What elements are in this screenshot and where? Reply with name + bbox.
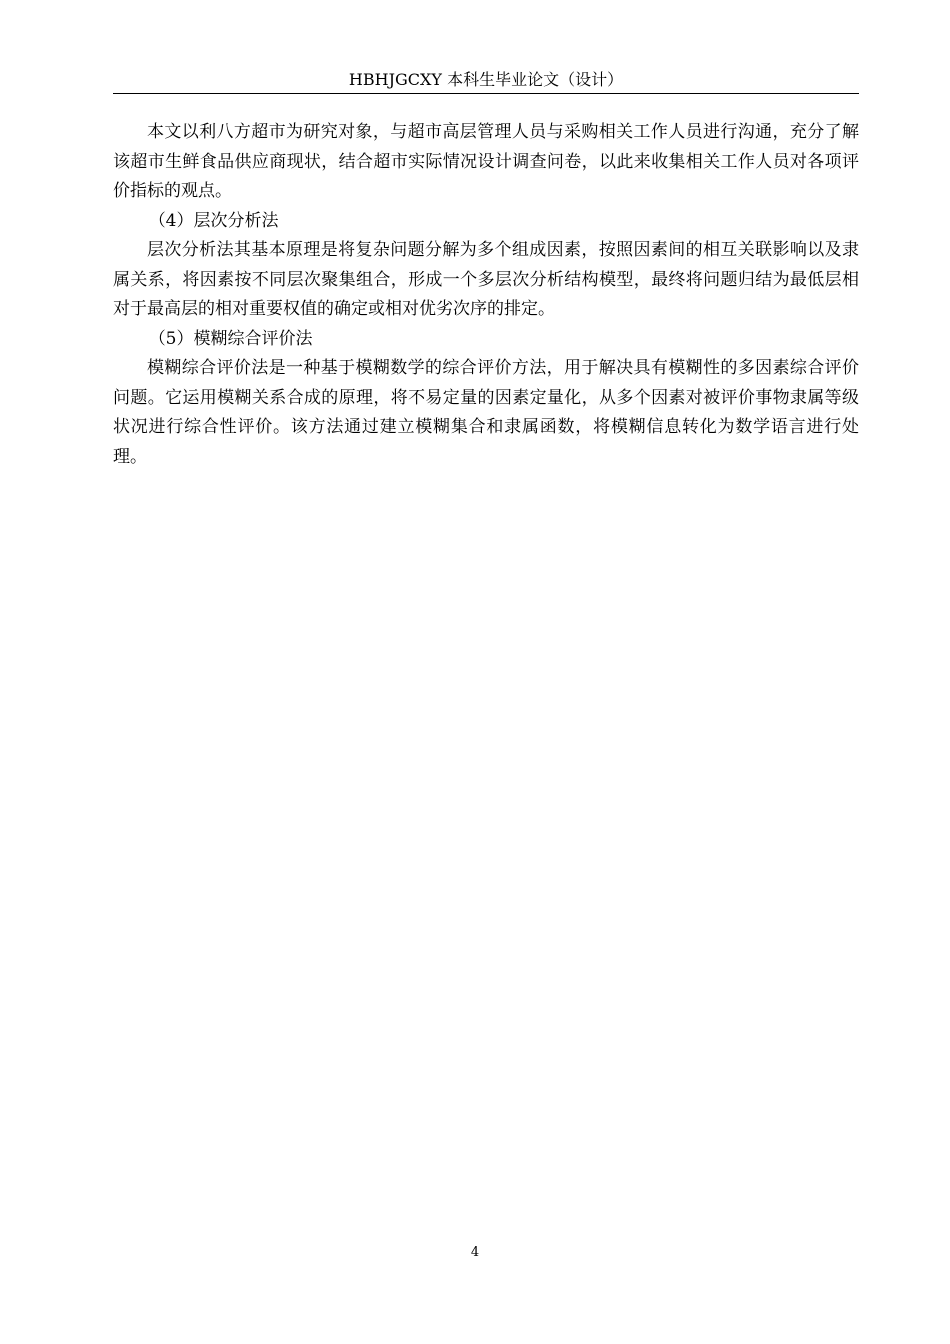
page-header — [113, 70, 859, 94]
header-divider — [113, 93, 859, 94]
paragraph-ahp: 层次分析法其基本原理是将复杂问题分解为多个组成因素，按照因素间的相互关联影响以及隶属关系，将因素按不同层次聚集组合，形成一个多层次分析结构模型，最终将问题归结为最低层相对于最高层的相对重要权值的确定或相对优劣次序的排定。 — [113, 240, 859, 319]
paragraph-fuzzy: 模糊综合评价法是一种基于模糊数学的综合评价方法，用于解决具有模糊性的多因素综合评价问题。它运用模糊关系合成的原理，将不易定量的因素定量化，从多个因素对被评价事物隶属等级状况进行综合性评价。该方法通过建立模糊集合和隶属函数，将模糊信息转化为数学语言进行处理。 — [113, 358, 859, 467]
section-heading-fuzzy: （5）模糊综合评价法 — [148, 328, 313, 349]
document-body — [113, 118, 859, 472]
header-title: HBHJGCXY 本科生毕业论文（设计） — [348, 70, 624, 89]
section-heading-ahp: （4）层次分析法 — [148, 210, 279, 231]
page-number: 4 — [470, 1245, 480, 1260]
paragraph-research-object: 本文以利八方超市为研究对象，与超市高层管理人员与采购相关工作人员进行沟通，充分了解该超市生鲜食品供应商现状，结合超市实际情况设计调查问卷，以此来收集相关工作人员对各项评价指标的观点。 — [113, 122, 859, 201]
